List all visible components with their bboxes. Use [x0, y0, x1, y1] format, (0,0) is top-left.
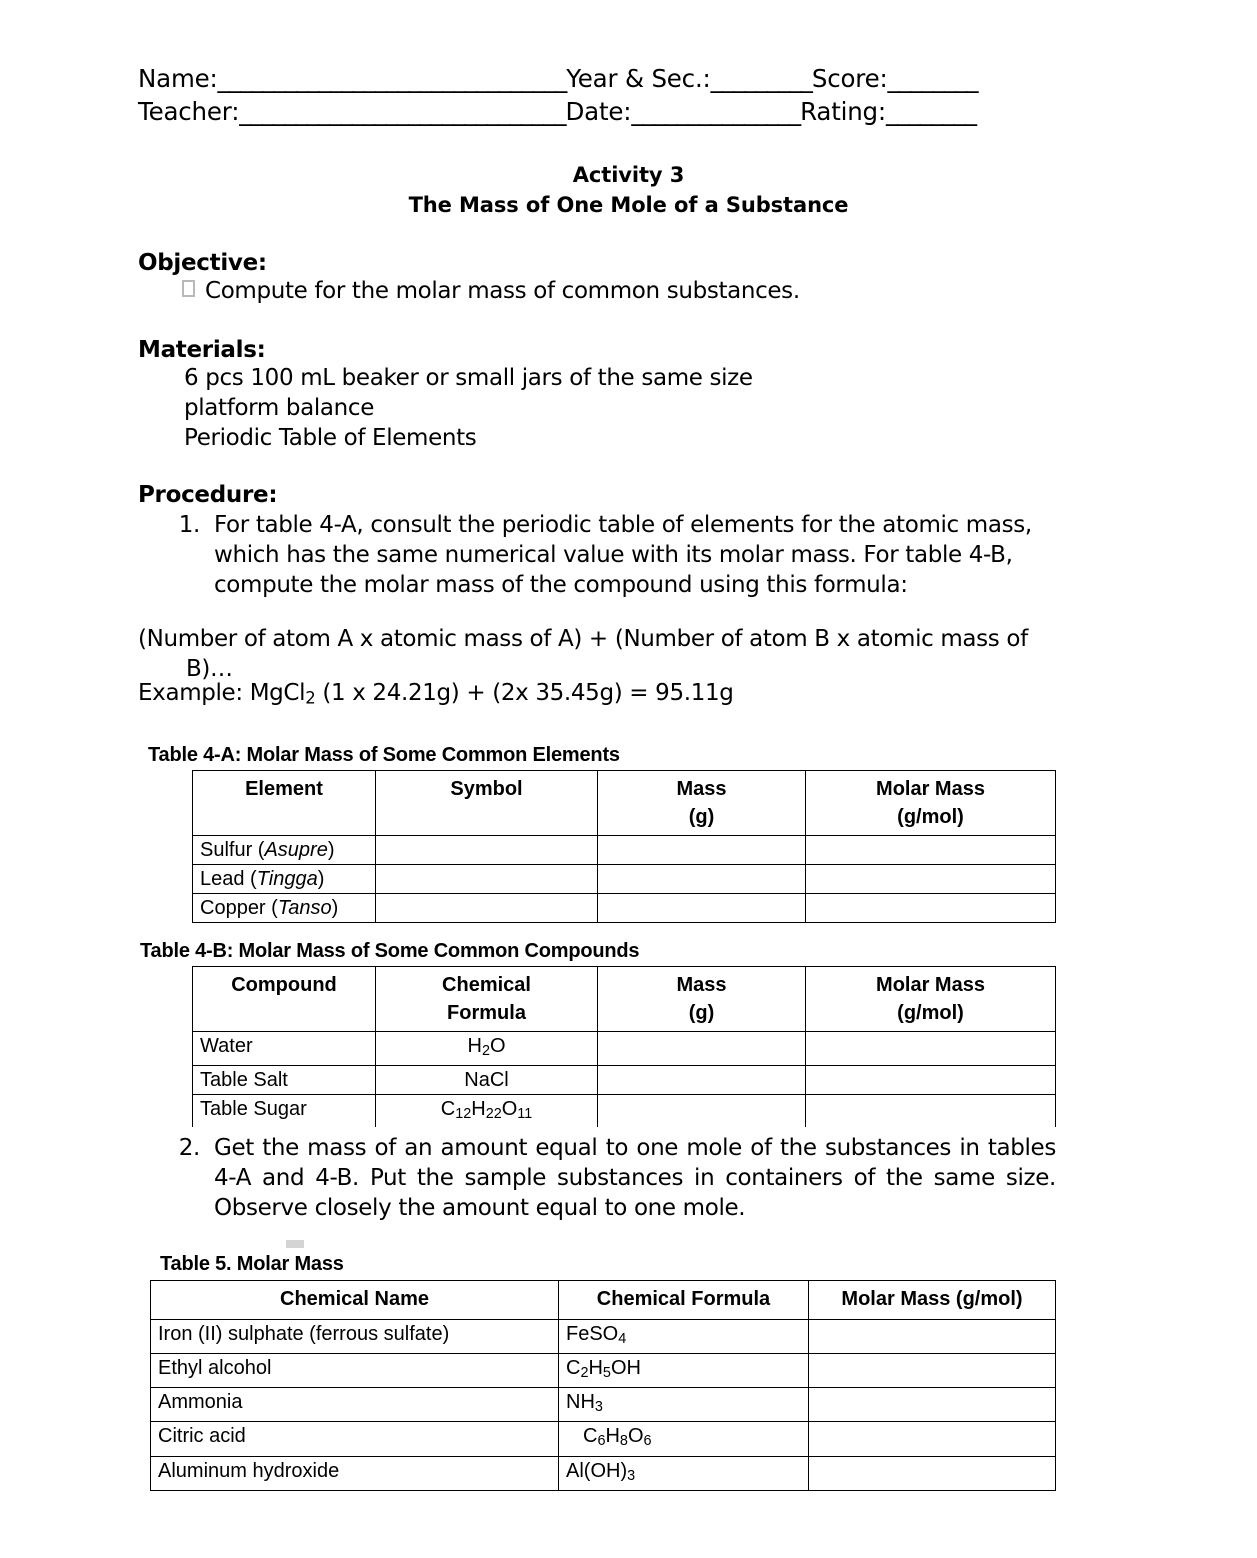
year-sec-field-label: Year & Sec.: — [566, 64, 711, 93]
objective-item — [182, 278, 800, 304]
table-5-molar-mass-0[interactable] — [809, 1320, 1056, 1354]
table-5-formula-0: FeSO$_4$ — [559, 1320, 809, 1354]
materials-heading: Materials: — [138, 337, 266, 363]
table-4a-element-0-prefix: Sulfur ( — [200, 839, 265, 861]
table-4b-col-molar-mass-l1: Molar Mass — [876, 974, 985, 996]
table-5-name-0: Iron (II) sulphate (ferrous sulfate) — [151, 1320, 559, 1354]
table-5-col-formula: Chemical Formula — [559, 1281, 809, 1320]
table-4a-mass-2[interactable] — [598, 894, 806, 923]
table-4b-col-compound — [193, 967, 376, 1032]
table-4b-col-compound-l1: Compound — [231, 974, 337, 996]
table-4b-mass-2[interactable] — [598, 1095, 806, 1129]
table-4a-col-mass — [598, 771, 806, 836]
table-5-molar-mass-4[interactable] — [809, 1456, 1056, 1490]
table-4b-mass-0[interactable] — [598, 1032, 806, 1066]
procedure-step-2-text: Get the mass of an amount equal to one mole of the substances in tables 4-A and 4-B. Put the sample substances in containers of the same size. Observe closely the amount equal to one mole. — [214, 1135, 1056, 1221]
table-5 — [150, 1280, 1056, 1491]
procedure-step-1-text: For table 4-A, consult the periodic table of elements for the atomic mass, which has the same numerical value with its molar mass. For table 4-B, compute the molar mass of the compound using this formula: — [214, 512, 1032, 598]
table-5-col-molar-mass: Molar Mass (g/mol) — [809, 1281, 1056, 1320]
name-field-rule[interactable]: _______________________________ — [217, 64, 567, 93]
table-5-molar-mass-3[interactable] — [809, 1422, 1056, 1456]
table-5-molar-mass-1[interactable] — [809, 1354, 1056, 1388]
table-4b-compound-1: Table Salt — [193, 1066, 376, 1095]
table-4a-element-1-prefix: Lead ( — [200, 868, 257, 890]
materials-item-2: Periodic Table of Elements — [184, 425, 477, 451]
table-4a-molar-mass-1[interactable] — [806, 865, 1056, 894]
materials-item-0: 6 pcs 100 mL beaker or small jars of the same size — [184, 365, 753, 391]
table-row — [193, 894, 1056, 923]
table-row — [193, 1095, 1056, 1129]
objective-item-text: Compute for the molar mass of common substances. — [205, 278, 800, 304]
procedure-step-2 — [166, 1133, 1056, 1223]
score-field-label: Score: — [811, 64, 888, 93]
table-4a-molar-mass-0[interactable] — [806, 836, 1056, 865]
table-4a-element-0-suffix: ) — [327, 839, 335, 861]
table-4a-element-2-prefix: Copper ( — [200, 897, 278, 919]
table-4b-compound-0: Water — [193, 1032, 376, 1066]
table-4b-col-molar-mass-l2: (g/mol) — [897, 1002, 964, 1024]
table-5-caption: Table 5. Molar Mass — [160, 1253, 344, 1275]
formula-example-prefix: Example: MgCl — [138, 680, 306, 706]
table-5-col-name: Chemical Name — [151, 1281, 559, 1320]
table-row — [151, 1354, 1056, 1388]
table-4a-element-2-suffix: ) — [331, 897, 339, 919]
table-5-formula-3: $C_6H_8O_6$ — [559, 1422, 809, 1456]
table-row — [151, 1456, 1056, 1490]
table-4b-compound-2: Table Sugar — [193, 1095, 376, 1129]
student-info-header — [138, 62, 1068, 128]
missing-glyph-box-icon — [182, 280, 195, 297]
table-4a-element-0 — [193, 836, 376, 865]
procedure-heading: Procedure: — [138, 482, 278, 508]
table-4b-mass-1[interactable] — [598, 1066, 806, 1095]
table-4a-header-row — [193, 771, 1056, 836]
table-4a-element-2-local: Tanso — [277, 897, 332, 919]
table-4a-symbol-0[interactable] — [376, 836, 598, 865]
table-4b-header-row — [193, 967, 1056, 1032]
table-4a-symbol-1[interactable] — [376, 865, 598, 894]
teacher-field-rule[interactable]: _____________________________ — [239, 97, 566, 126]
table-4b-col-formula-l1: Chemical — [442, 974, 531, 996]
table-5-formula-2: $NH_3$ — [559, 1388, 809, 1422]
table-5-name-1: Ethyl alcohol — [151, 1354, 559, 1388]
table-5-name-4: Aluminum hydroxide — [151, 1456, 559, 1490]
table-row — [151, 1320, 1056, 1354]
table-5-molar-mass-2[interactable] — [809, 1388, 1056, 1422]
table-row — [151, 1388, 1056, 1422]
table-4b-col-mass-l2: (g) — [688, 1002, 715, 1024]
table-4a-col-symbol-l1: Symbol — [450, 778, 523, 800]
table-4b-col-formula — [376, 967, 598, 1032]
table-4a-col-molar-mass-l2: (g/mol) — [897, 806, 964, 828]
table-5-name-3: Citric acid — [151, 1422, 559, 1456]
table-row — [193, 836, 1056, 865]
table-4b-col-molar-mass — [806, 967, 1056, 1032]
procedure-step-2-number: 2. — [178, 1135, 200, 1161]
date-field-label: Date: — [565, 97, 632, 126]
activity-title: The Mass of One Mole of a Substance — [408, 193, 849, 217]
table-4b-formula-2: $C_{12}H_{22}O_{11}$ — [376, 1095, 598, 1129]
table-row — [193, 1066, 1056, 1095]
table-4a-element-1-suffix: ) — [317, 868, 325, 890]
table-4a-element-1-local: Tingga — [256, 868, 318, 890]
formula-example — [138, 680, 734, 708]
scan-artifact — [286, 1240, 304, 1248]
score-field-rule[interactable]: ________ — [887, 64, 978, 93]
table-4b-col-mass — [598, 967, 806, 1032]
table-row — [193, 1032, 1056, 1066]
date-field-rule[interactable]: _______________ — [631, 97, 801, 126]
formula-example-subscript: 2 — [305, 688, 316, 708]
table-4a-col-molar-mass-l1: Molar Mass — [876, 778, 985, 800]
rating-field-label: Rating: — [800, 97, 886, 126]
table-4b-molar-mass-1[interactable] — [806, 1066, 1056, 1095]
formula-example-rest: (1 x 24.21g) + (2x 35.45g) = 95.11g — [315, 680, 734, 706]
table-4a-col-mass-l1: Mass — [676, 778, 727, 800]
table-4a-element-1 — [193, 865, 376, 894]
table-4a-caption: Table 4-A: Molar Mass of Some Common Elements — [148, 744, 620, 766]
name-field-label: Name: — [138, 64, 218, 93]
table-5-formula-1: $C_2H_5OH$ — [559, 1354, 809, 1388]
table-4a-col-element — [193, 771, 376, 836]
table-5-name-2: Ammonia — [151, 1388, 559, 1422]
table-4b-caption: Table 4-B: Molar Mass of Some Common Compounds — [140, 940, 640, 962]
materials-item-1: platform balance — [184, 395, 374, 421]
molar-mass-formula — [138, 624, 1058, 684]
table-4a-molar-mass-2[interactable] — [806, 894, 1056, 923]
table-4b-molar-mass-2[interactable] — [806, 1095, 1056, 1129]
teacher-field-label: Teacher: — [138, 97, 240, 126]
table-row — [193, 865, 1056, 894]
formula-line-1: (Number of atom A x atomic mass of A) + (Number of atom B x atomic mass of — [138, 626, 1028, 652]
table-4a-col-element-l1: Element — [245, 778, 323, 800]
table-4b-molar-mass-0[interactable] — [806, 1032, 1056, 1066]
student-info-row-2 — [138, 95, 1068, 128]
table-4a — [192, 770, 1056, 923]
student-info-row-1 — [138, 62, 1068, 95]
table-4b-col-formula-l2: Formula — [447, 1002, 526, 1024]
table-4a-col-mass-l2: (g) — [688, 806, 715, 828]
year-sec-field-rule[interactable]: _________ — [710, 64, 812, 93]
formula-line-2: B)… — [186, 656, 233, 682]
rating-field-rule[interactable]: ________ — [885, 97, 976, 126]
table-4a-col-symbol — [376, 771, 598, 836]
table-5-formula-4: $Al(OH)_3$ — [559, 1456, 809, 1490]
table-4b-col-mass-l1: Mass — [676, 974, 727, 996]
procedure-step-1-number: 1. — [178, 512, 200, 538]
table-4b — [192, 966, 1056, 1129]
table-5-header-row — [151, 1281, 1056, 1320]
procedure-step-1 — [166, 510, 1064, 600]
table-4a-symbol-2[interactable] — [376, 894, 598, 923]
objective-heading: Objective: — [138, 250, 267, 276]
table-4b-formula-1: NaCl — [376, 1066, 598, 1095]
table-row — [151, 1422, 1056, 1456]
table-4a-mass-1[interactable] — [598, 865, 806, 894]
activity-number: Activity 3 — [572, 163, 685, 187]
table-4a-col-molar-mass — [806, 771, 1056, 836]
table-4b-formula-0: $H_2O$ — [376, 1032, 598, 1066]
activity-title-block — [0, 160, 1257, 220]
table-4a-mass-0[interactable] — [598, 836, 806, 865]
table-4a-element-2 — [193, 894, 376, 923]
table-4a-element-0-local: Asupre — [264, 839, 328, 861]
